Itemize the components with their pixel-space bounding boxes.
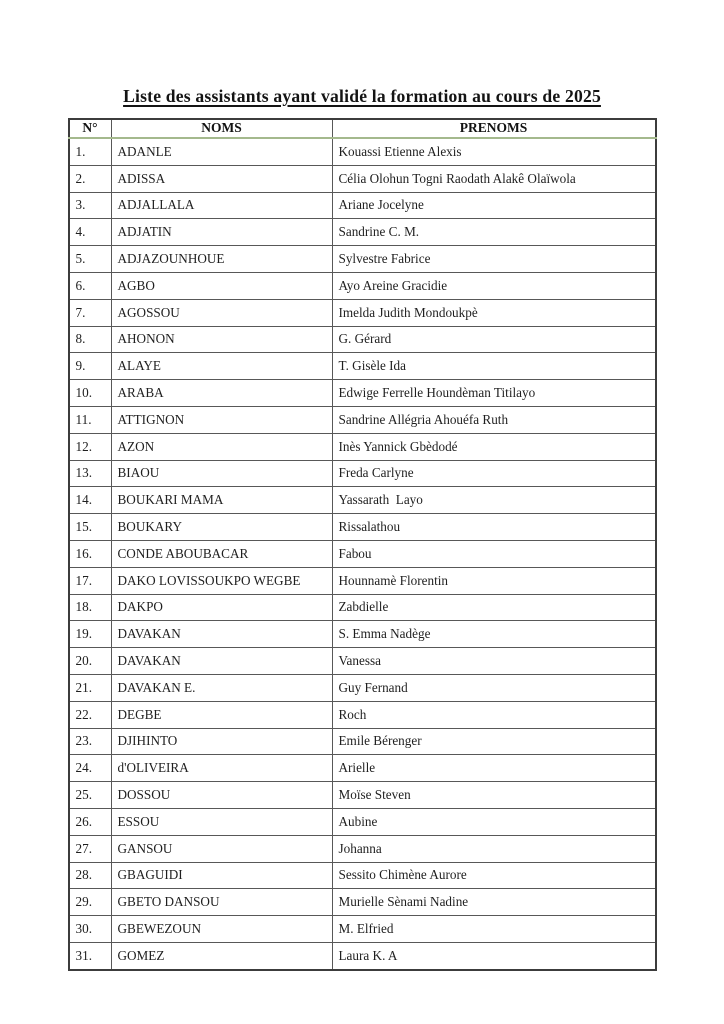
row-nom-cell: DAKPO [111,594,332,621]
table-row [69,433,656,460]
header-cell-num: N° [69,119,112,138]
table-row [69,648,656,675]
row-nom-cell: DAVAKAN [111,648,332,675]
row-number-cell: 3. [69,192,112,219]
row-prenoms-cell: Rissalathou [332,514,656,541]
row-number-cell: 17. [69,567,112,594]
row-nom-cell: ADJAZOUNHOUE [111,246,332,273]
row-prenoms-cell: Ariane Jocelyne [332,192,656,219]
row-number-cell: 19. [69,621,112,648]
row-prenoms-cell: Célia Olohun Togni Raodath Alakê Olaïwola [332,165,656,192]
table-row [69,808,656,835]
row-nom-cell: DAVAKAN [111,621,332,648]
row-nom-cell: ADANLE [111,138,332,165]
row-number-cell: 5. [69,246,112,273]
row-number-cell: 4. [69,219,112,246]
row-prenoms-cell: Guy Fernand [332,674,656,701]
row-prenoms-cell: Sessito Chimène Aurore [332,862,656,889]
row-prenoms-cell: Sandrine C. M. [332,219,656,246]
row-nom-cell: GBEWEZOUN [111,916,332,943]
row-prenoms-cell: Edwige Ferrelle Houndèman Titilayo [332,380,656,407]
row-number-cell: 24. [69,755,112,782]
header-row [69,119,656,138]
table-row [69,272,656,299]
row-prenoms-cell: Aubine [332,808,656,835]
row-nom-cell: d'OLIVEIRA [111,755,332,782]
row-number-cell: 21. [69,674,112,701]
row-nom-cell: ADJALLALA [111,192,332,219]
table-header [69,119,656,138]
row-number-cell: 11. [69,406,112,433]
row-prenoms-cell: Freda Carlyne [332,460,656,487]
row-number-cell: 28. [69,862,112,889]
row-nom-cell: AZON [111,433,332,460]
row-number-cell: 23. [69,728,112,755]
table-row [69,540,656,567]
row-number-cell: 22. [69,701,112,728]
row-nom-cell: BIAOU [111,460,332,487]
row-number-cell: 13. [69,460,112,487]
table-row [69,728,656,755]
row-nom-cell: ATTIGNON [111,406,332,433]
row-prenoms-cell: Arielle [332,755,656,782]
row-nom-cell: DEGBE [111,701,332,728]
row-number-cell: 6. [69,272,112,299]
row-number-cell: 7. [69,299,112,326]
table-row [69,621,656,648]
page-title: Liste des assistants ayant validé la formation au cours de 2025 [123,86,601,106]
table-row [69,942,656,969]
row-number-cell: 12. [69,433,112,460]
row-prenoms-cell: S. Emma Nadège [332,621,656,648]
row-prenoms-cell: Roch [332,701,656,728]
row-prenoms-cell: Emile Bérenger [332,728,656,755]
table-row [69,594,656,621]
table-row [69,889,656,916]
table-row [69,487,656,514]
row-prenoms-cell: Murielle Sènami Nadine [332,889,656,916]
row-prenoms-cell: Moïse Steven [332,782,656,809]
row-number-cell: 27. [69,835,112,862]
row-nom-cell: GBAGUIDI [111,862,332,889]
row-nom-cell: GOMEZ [111,942,332,969]
row-nom-cell: BOUKARI MAMA [111,487,332,514]
row-nom-cell: GANSOU [111,835,332,862]
table-row [69,219,656,246]
table-row [69,755,656,782]
header-cell-noms: NOMS [111,119,332,138]
table-row [69,567,656,594]
row-prenoms-cell: Vanessa [332,648,656,675]
table-row [69,674,656,701]
row-nom-cell: ADJATIN [111,219,332,246]
table-row [69,406,656,433]
row-nom-cell: BOUKARY [111,514,332,541]
row-nom-cell: DJIHINTO [111,728,332,755]
row-number-cell: 10. [69,380,112,407]
table-row [69,326,656,353]
table-row [69,192,656,219]
assistants-table [68,118,657,971]
row-prenoms-cell: Sylvestre Fabrice [332,246,656,273]
row-prenoms-cell: Sandrine Allégria Ahouéfa Ruth [332,406,656,433]
row-number-cell: 14. [69,487,112,514]
row-prenoms-cell: M. Elfried [332,916,656,943]
row-number-cell: 15. [69,514,112,541]
row-nom-cell: ADISSA [111,165,332,192]
row-nom-cell: ALAYE [111,353,332,380]
table-body [69,138,656,970]
row-prenoms-cell: Imelda Judith Mondoukpè [332,299,656,326]
table-row [69,165,656,192]
row-prenoms-cell: Johanna [332,835,656,862]
row-prenoms-cell: G. Gérard [332,326,656,353]
row-nom-cell: CONDE ABOUBACAR [111,540,332,567]
row-number-cell: 31. [69,942,112,969]
row-prenoms-cell: Inès Yannick Gbèdodé [332,433,656,460]
row-number-cell: 9. [69,353,112,380]
row-number-cell: 26. [69,808,112,835]
table-row [69,353,656,380]
header-cell-prenoms: PRENOMS [332,119,656,138]
row-number-cell: 20. [69,648,112,675]
table-row [69,862,656,889]
row-nom-cell: DAKO LOVISSOUKPO WEGBE [111,567,332,594]
row-prenoms-cell: Yassarath Layo [332,487,656,514]
row-number-cell: 16. [69,540,112,567]
table-row [69,299,656,326]
row-nom-cell: AHONON [111,326,332,353]
row-prenoms-cell: Laura K. A [332,942,656,969]
table-row [69,246,656,273]
row-number-cell: 29. [69,889,112,916]
row-prenoms-cell: Kouassi Etienne Alexis [332,138,656,165]
row-number-cell: 2. [69,165,112,192]
row-nom-cell: AGBO [111,272,332,299]
row-nom-cell: ARABA [111,380,332,407]
row-number-cell: 18. [69,594,112,621]
row-number-cell: 30. [69,916,112,943]
row-nom-cell: DOSSOU [111,782,332,809]
table-row [69,460,656,487]
row-prenoms-cell: Hounnamè Florentin [332,567,656,594]
row-nom-cell: DAVAKAN E. [111,674,332,701]
row-prenoms-cell: Ayo Areine Gracidie [332,272,656,299]
table-row [69,782,656,809]
table-row [69,138,656,165]
row-prenoms-cell: Zabdielle [332,594,656,621]
table-row [69,380,656,407]
table-row [69,835,656,862]
row-number-cell: 1. [69,138,112,165]
row-nom-cell: GBETO DANSOU [111,889,332,916]
row-nom-cell: ESSOU [111,808,332,835]
table-row [69,514,656,541]
row-number-cell: 8. [69,326,112,353]
row-nom-cell: AGOSSOU [111,299,332,326]
table-row [69,701,656,728]
table-row [69,916,656,943]
row-prenoms-cell: Fabou [332,540,656,567]
row-number-cell: 25. [69,782,112,809]
row-prenoms-cell: T. Gisèle Ida [332,353,656,380]
